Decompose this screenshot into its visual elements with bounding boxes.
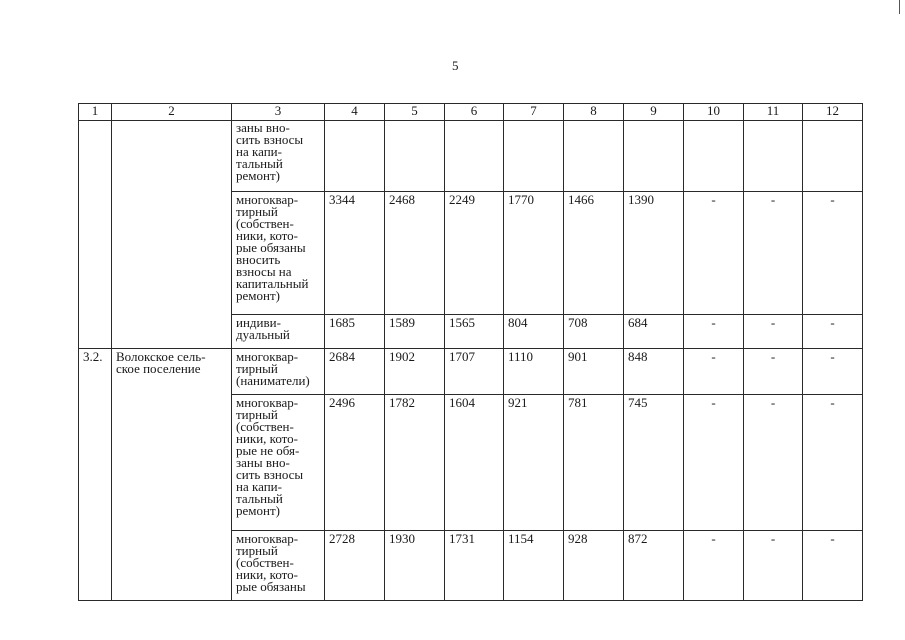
table-header-row [79,104,863,121]
value-cell: - [684,531,744,601]
column-header: 5 [385,104,445,121]
table-row [79,349,863,395]
value-cell: 1390 [624,192,684,315]
value-cell: 684 [624,315,684,349]
value-cell: - [803,315,863,349]
value-cell: 1782 [385,395,445,531]
value-cell: - [684,395,744,531]
value-cell: 1707 [445,349,504,395]
value-cell [684,121,744,192]
value-cell [504,121,564,192]
column-header: 1 [79,104,112,121]
value-cell: - [803,349,863,395]
value-cell: 1154 [504,531,564,601]
value-cell: 2468 [385,192,445,315]
value-cell: 1604 [445,395,504,531]
value-cell: 1902 [385,349,445,395]
column-header: 12 [803,104,863,121]
column-header: 4 [325,104,385,121]
column-header: 6 [445,104,504,121]
value-cell [385,121,445,192]
value-cell: 1466 [564,192,624,315]
page-number: 5 [452,58,459,73]
value-cell [325,121,385,192]
row-id-cell: 3.2. [79,349,112,601]
value-cell: - [684,192,744,315]
value-cell: - [744,349,803,395]
value-cell: 2496 [325,395,385,531]
table-row [79,121,863,192]
value-cell: 1770 [504,192,564,315]
value-cell [445,121,504,192]
value-cell: 2249 [445,192,504,315]
row-name-cell-empty [112,121,232,349]
column-header: 9 [624,104,684,121]
value-cell: 901 [564,349,624,395]
housing-type-cell: многоквар- тирный (наниматели) [232,349,325,395]
value-cell: 1930 [385,531,445,601]
value-cell: 1589 [385,315,445,349]
column-header: 11 [744,104,803,121]
value-cell: 1731 [445,531,504,601]
column-header: 10 [684,104,744,121]
housing-type-cell: многоквар- тирный (собствен- ники, кото- рые обязаны вносить взносы на капитальный ремонт) [232,192,325,315]
value-cell: - [744,192,803,315]
value-cell [624,121,684,192]
value-cell: 848 [624,349,684,395]
page-edge-mark [899,0,900,14]
housing-type-cell: индиви- дуальный [232,315,325,349]
data-table [78,103,863,601]
value-cell: 745 [624,395,684,531]
value-cell: 1565 [445,315,504,349]
value-cell: - [684,349,744,395]
value-cell: 804 [504,315,564,349]
value-cell: - [803,531,863,601]
value-cell: - [803,395,863,531]
value-cell: 2684 [325,349,385,395]
value-cell [803,121,863,192]
housing-type-cell: заны вно- сить взносы на капи- тальный ремонт) [232,121,325,192]
housing-type-cell: многоквар- тирный (собствен- ники, кото- рые не обя- заны вно- сить взносы на капи- тальный ремонт) [232,395,325,531]
value-cell: - [744,315,803,349]
housing-type-cell: многоквар- тирный (собствен- ники, кото- рые обязаны [232,531,325,601]
row-id-cell-empty [79,121,112,349]
value-cell [564,121,624,192]
column-header: 3 [232,104,325,121]
value-cell: - [803,192,863,315]
value-cell: 928 [564,531,624,601]
column-header: 2 [112,104,232,121]
value-cell: - [744,531,803,601]
value-cell: - [744,395,803,531]
value-cell [744,121,803,192]
column-header: 8 [564,104,624,121]
column-header: 7 [504,104,564,121]
value-cell: 781 [564,395,624,531]
settlement-name-cell: Волокское сель- ское поселение [112,349,232,601]
value-cell: 2728 [325,531,385,601]
value-cell: 872 [624,531,684,601]
value-cell: 1110 [504,349,564,395]
value-cell: - [684,315,744,349]
value-cell: 3344 [325,192,385,315]
value-cell: 1685 [325,315,385,349]
value-cell: 921 [504,395,564,531]
value-cell: 708 [564,315,624,349]
